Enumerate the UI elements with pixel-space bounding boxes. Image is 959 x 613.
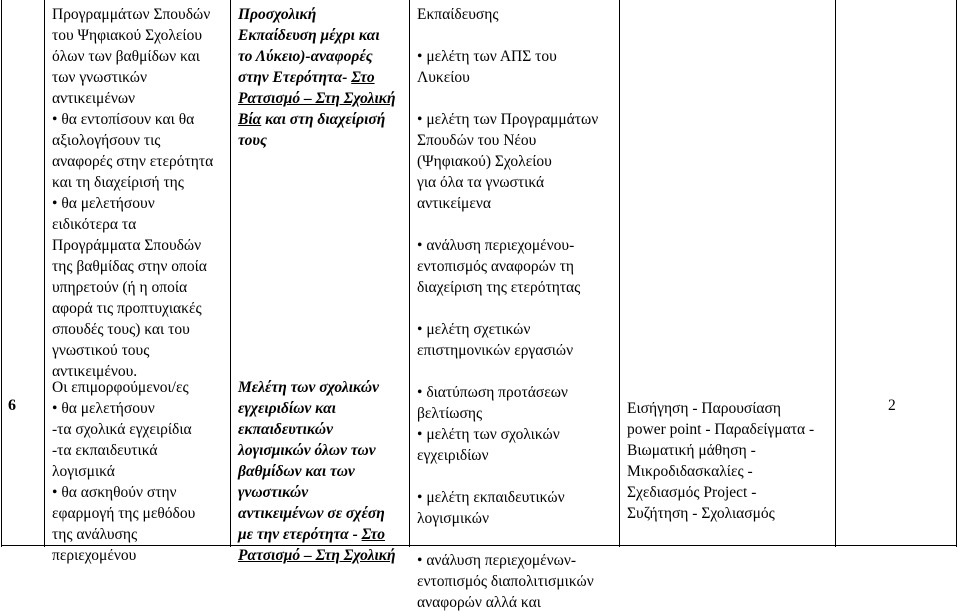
text-fragment: στην Ετερότητα- xyxy=(238,69,348,86)
text-line: εντοπισμός αναφορών τη xyxy=(417,258,575,275)
text-line: αντικειμένων σε σχέση xyxy=(238,505,385,522)
text-line: το Λύκειο)-αναφορές xyxy=(238,48,373,65)
text-line: εγχειριδίων xyxy=(417,447,489,464)
column-divider xyxy=(835,0,836,547)
text-line: Βιωματική μάθηση - xyxy=(627,442,756,459)
text-line: Λυκείου xyxy=(417,69,470,86)
bullet-item: • θα εντοπίσουν και θα xyxy=(52,109,213,130)
text-line: αφορά τις προπτυχιακές xyxy=(52,300,202,317)
text-line: του Ψηφιακού Σχολείου xyxy=(52,27,203,44)
text-line: εγχειριδίων και xyxy=(238,400,336,417)
text-line: για όλα τα γνωστικά xyxy=(417,174,545,191)
text-line: και τη διαχείρισή της xyxy=(52,174,184,191)
objectives-cell-top xyxy=(52,4,213,382)
bullet-item: • μελέτη των ΑΠΣ του xyxy=(417,46,598,67)
text-line: των γνωστικών xyxy=(52,69,148,86)
text-line: λογισμικά xyxy=(52,463,115,480)
text-line xyxy=(238,67,395,88)
objectives-cell-bottom xyxy=(52,377,195,566)
column-divider xyxy=(230,0,231,547)
text-line: (Ψηφιακού) Σχολείου xyxy=(417,153,552,170)
text-line: Συζήτηση - Σχολιασμός xyxy=(627,505,775,522)
text-line: αντικειμένων xyxy=(52,90,136,107)
text-line xyxy=(238,109,395,130)
table-border-right xyxy=(956,0,957,547)
bullet-item: • διατύπωση προτάσεων xyxy=(417,382,598,403)
text-line: Μικροδιδασκαλίες - xyxy=(627,463,753,480)
text-line: Προσχολική xyxy=(238,6,317,23)
text-fragment: και στη διαχείρισή xyxy=(261,111,386,128)
text-line: όλων των βαθμίδων και xyxy=(52,48,200,65)
column-divider xyxy=(409,0,410,547)
text-line: Εκπαίδευση μέχρι και xyxy=(238,27,380,44)
text-line: γνωστικών xyxy=(238,484,309,501)
text-line: λογισμικών όλων των xyxy=(238,442,376,459)
methods-cell xyxy=(627,398,814,524)
text-line: αναφορών αλλά και xyxy=(417,594,541,611)
text-line: Προγράμματα Σπουδών xyxy=(52,237,202,254)
text-line: αντικειμένου. xyxy=(52,363,138,380)
bullet-item: • μελέτη εκπαιδευτικών xyxy=(417,487,598,508)
activities-cell xyxy=(417,4,598,613)
bullet-item: • θα μελετήσουν xyxy=(52,398,195,419)
underlined-text: Στο xyxy=(351,69,375,86)
text-line: Εισήγηση - Παρουσίαση xyxy=(627,400,782,417)
text-line: power point - Παραδείγματα - xyxy=(627,421,815,438)
text-line: σπουδές τους) και του xyxy=(52,321,190,338)
text-line: βαθμίδων και των xyxy=(238,463,355,480)
bullet-item: • θα ασκηθούν στην xyxy=(52,482,195,503)
row-number: 6 xyxy=(8,397,16,414)
text-line: αναφορές στην ετερότητα xyxy=(52,153,214,170)
text-line: -τα εκπαιδευτικά xyxy=(52,442,158,459)
underlined-text: Βία xyxy=(238,111,262,128)
text-line: Σχεδιασμός Project - xyxy=(627,484,757,501)
underlined-text: Στο xyxy=(361,526,385,543)
bullet-item: • ανάλυση περιεχομένου- xyxy=(417,235,598,256)
text-line: Εκπαίδευσης xyxy=(417,6,499,23)
text-line: βελτίωσης xyxy=(417,405,483,422)
text-line: τους xyxy=(238,132,267,149)
topic-cell-bottom xyxy=(238,377,395,566)
bullet-item: • μελέτη των Προγραμμάτων xyxy=(417,109,598,130)
text-line: ειδικότερα τα xyxy=(52,216,137,233)
text-fragment: με την ετερότητα - xyxy=(238,526,362,543)
bullet-item: • ανάλυση περιεχομένων- xyxy=(417,550,598,571)
text-line: αντικείμενα xyxy=(417,195,491,212)
text-line: -τα σχολικά εγχειρίδια xyxy=(52,421,192,438)
hours-cell: 2 xyxy=(888,397,896,414)
text-line: της ανάλυσης xyxy=(52,526,138,543)
text-line: αξιολογήσουν τις xyxy=(52,132,161,149)
text-line: Μελέτη των σχολικών xyxy=(238,379,380,396)
underlined-text: Ρατσισμό – Στη Σχολική xyxy=(238,547,396,564)
column-divider xyxy=(44,0,45,547)
text-line: Οι επιμορφούμενοι/ες xyxy=(52,379,189,396)
topic-cell-top xyxy=(238,4,395,151)
text-line: υπηρετούν (ή η οποία xyxy=(52,279,188,296)
text-line xyxy=(238,524,395,545)
text-line: λογισμικών xyxy=(417,510,490,527)
table-border-left xyxy=(1,0,2,547)
text-line: εκπαιδευτικών xyxy=(238,421,333,438)
bullet-item: • μελέτη των σχολικών xyxy=(417,424,598,445)
text-line: γνωστικού τους xyxy=(52,342,150,359)
text-line: Προγραμμάτων Σπουδών xyxy=(52,6,211,23)
column-divider xyxy=(619,0,620,547)
text-line: εφαρμογή της μεθόδου xyxy=(52,505,196,522)
text-line: διαχείριση της ετερότητας xyxy=(417,279,581,296)
text-line: επιστημονικών εργασιών xyxy=(417,342,574,359)
text-line: περιεχομένου xyxy=(52,547,137,564)
text-line: Σπουδών του Νέου xyxy=(417,132,537,149)
text-line: εντοπισμός διαπολιτισμικών xyxy=(417,573,594,590)
bullet-item: • μελέτη σχετικών xyxy=(417,319,598,340)
bullet-item: • θα μελετήσουν xyxy=(52,193,213,214)
text-line: της βαθμίδας στην οποία xyxy=(52,258,207,275)
underlined-text: Ρατσισμό – Στη Σχολική xyxy=(238,90,396,107)
